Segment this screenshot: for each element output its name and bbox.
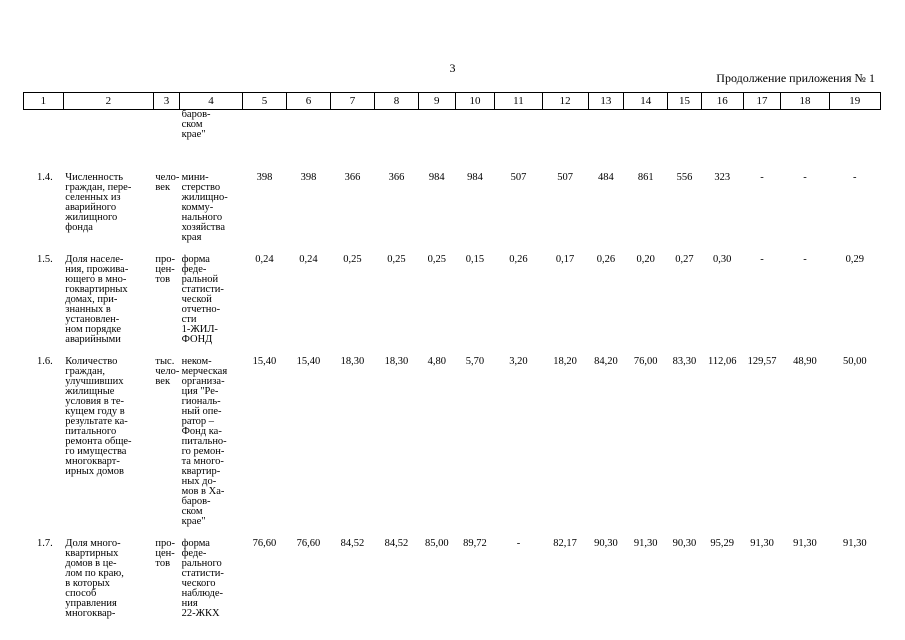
column-number-header-row [24, 93, 881, 110]
source-cell: форма феде- ральной статисти- ческой отчетно- сти 1-ЖИЛ- ФОНД [181, 254, 224, 345]
table-row [24, 140, 881, 243]
source-cell: неком- мерческая организа- ция "Ре- гиональ- ный опе- ратор – Фонд ка- питально- го ремон- та много- квартир- ных до- мов в Ха- баров- ском крае" [181, 356, 228, 527]
value-cell: 76,60 [296, 538, 321, 549]
indicator-name-cell: Количество граждан, улучшивших жилищные условия в те- кущем году в результате ка- питального ремонта обще- го имущества многокварт- ирных домов [65, 356, 132, 477]
value-cell: 484 [598, 172, 614, 183]
value-cell: 90,30 [594, 538, 618, 549]
table-row [24, 243, 881, 345]
column-header-1: 1 [24, 93, 64, 110]
value-cell: 5,70 [465, 356, 485, 367]
value-cell: 366 [344, 172, 361, 183]
value-cell: 0,25 [387, 254, 406, 265]
value-cell: 91,30 [842, 538, 867, 549]
value-cell: 18,20 [553, 356, 577, 367]
value-cell: 15,40 [252, 356, 277, 367]
column-header-3: 3 [153, 93, 179, 110]
value-cell: 366 [388, 172, 405, 183]
column-header-8: 8 [374, 93, 418, 110]
column-header-10: 10 [455, 93, 495, 110]
value-cell: - [853, 172, 857, 183]
value-cell: 91,30 [750, 538, 774, 549]
column-header-15: 15 [668, 93, 702, 110]
value-cell: 112,06 [707, 356, 737, 367]
carryover-num-cell [24, 110, 64, 141]
value-cell: 89,72 [463, 538, 487, 549]
value-cell: - [760, 172, 764, 183]
value-cell: 0,30 [713, 254, 732, 265]
row-number-cell: 1.4. [37, 172, 53, 183]
value-cell: 0,26 [596, 254, 616, 265]
value-cell: 4,80 [427, 356, 446, 367]
column-header-7: 7 [330, 93, 374, 110]
column-header-9: 9 [418, 93, 455, 110]
value-cell: 398 [300, 172, 317, 183]
value-cell: 507 [557, 172, 573, 183]
value-cell: 18,30 [384, 356, 409, 367]
value-cell: 0,17 [555, 254, 575, 265]
carryover-values-cell [242, 110, 880, 141]
column-header-5: 5 [242, 93, 286, 110]
source-cell: форма феде- рального статисти- ческого наблюде- ния 22-ЖКХ [181, 538, 224, 619]
value-cell: 91,30 [793, 538, 817, 549]
column-header-13: 13 [588, 93, 624, 110]
row-number-cell: 1.6. [37, 356, 53, 367]
value-cell: 18,30 [340, 356, 365, 367]
column-header-12: 12 [542, 93, 588, 110]
value-cell: - [516, 538, 521, 549]
value-cell: 3,20 [509, 356, 528, 367]
appendix-continuation-title: Продолжение приложения № 1 [716, 71, 875, 85]
value-cell: 76,00 [633, 356, 658, 367]
value-cell: 0,15 [465, 254, 485, 265]
indicator-name-cell: Доля много- квартирных домов в це- лом по краю, в которых способ управления многоквар- [65, 538, 124, 619]
column-header-6: 6 [286, 93, 330, 110]
value-cell: 83,30 [672, 356, 697, 367]
value-cell: 50,00 [842, 356, 867, 367]
column-header-14: 14 [624, 93, 668, 110]
indicator-name-cell: Доля населе- ния, прожива- ющего в мно- гоквартирных домах, при- знанных в установлен- ном порядке аварийными [65, 254, 129, 345]
page-number: 3 [449, 61, 456, 75]
value-cell: 84,20 [594, 356, 618, 367]
source-cell: мини- стерство жилищно- комму- нального хозяйства края [181, 172, 228, 243]
value-cell: 0,26 [509, 254, 528, 265]
value-cell: 861 [637, 172, 654, 183]
value-cell: 48,90 [793, 356, 817, 367]
value-cell: 398 [256, 172, 273, 183]
column-header-4: 4 [180, 93, 243, 110]
carryover-name-cell [63, 110, 153, 141]
value-cell: 0,27 [675, 254, 694, 265]
value-cell: - [803, 172, 807, 183]
column-header-19: 19 [829, 93, 880, 110]
unit-cell: тыс. чело- век [155, 356, 180, 387]
value-cell: 0,29 [845, 254, 864, 265]
value-cell: 984 [428, 172, 445, 183]
value-cell: - [760, 254, 764, 265]
value-cell: 82,17 [553, 538, 577, 549]
carryover-unit-cell [153, 110, 179, 141]
column-header-18: 18 [781, 93, 829, 110]
indicators-table [23, 92, 881, 619]
carryover-row [24, 110, 881, 141]
value-cell: 129,57 [747, 356, 777, 367]
value-cell: 84,52 [384, 538, 409, 549]
unit-cell: про- цен- тов [155, 254, 176, 285]
value-cell: 556 [676, 172, 693, 183]
value-cell: 95,29 [710, 538, 735, 549]
value-cell: 85,00 [424, 538, 449, 549]
carryover-source-cell: баров- ском крае" [181, 109, 211, 140]
indicator-name-cell: Численность граждан, пере- селенных из аварийного жилищного фонда [65, 172, 132, 233]
value-cell: 91,30 [633, 538, 658, 549]
value-cell: 15,40 [296, 356, 321, 367]
value-cell: 323 [714, 172, 731, 183]
column-header-11: 11 [495, 93, 542, 110]
value-cell: 0,25 [427, 254, 446, 265]
column-header-16: 16 [701, 93, 743, 110]
value-cell: - [803, 254, 807, 265]
value-cell: 76,60 [252, 538, 277, 549]
value-cell: 507 [510, 172, 527, 183]
value-cell: 0,24 [255, 254, 274, 265]
unit-cell: чело- век [155, 172, 180, 193]
value-cell: 0,25 [343, 254, 362, 265]
row-number-cell: 1.7. [37, 538, 53, 549]
row-number-cell: 1.5. [37, 254, 53, 265]
column-header-2: 2 [63, 93, 153, 110]
table-row [24, 345, 881, 527]
value-cell: 0,24 [299, 254, 318, 265]
value-cell: 84,52 [340, 538, 365, 549]
table-row [24, 527, 881, 619]
value-cell: 0,20 [636, 254, 655, 265]
column-header-17: 17 [743, 93, 781, 110]
value-cell: 90,30 [672, 538, 697, 549]
value-cell: 984 [467, 172, 483, 183]
unit-cell: про- цен- тов [155, 538, 176, 569]
